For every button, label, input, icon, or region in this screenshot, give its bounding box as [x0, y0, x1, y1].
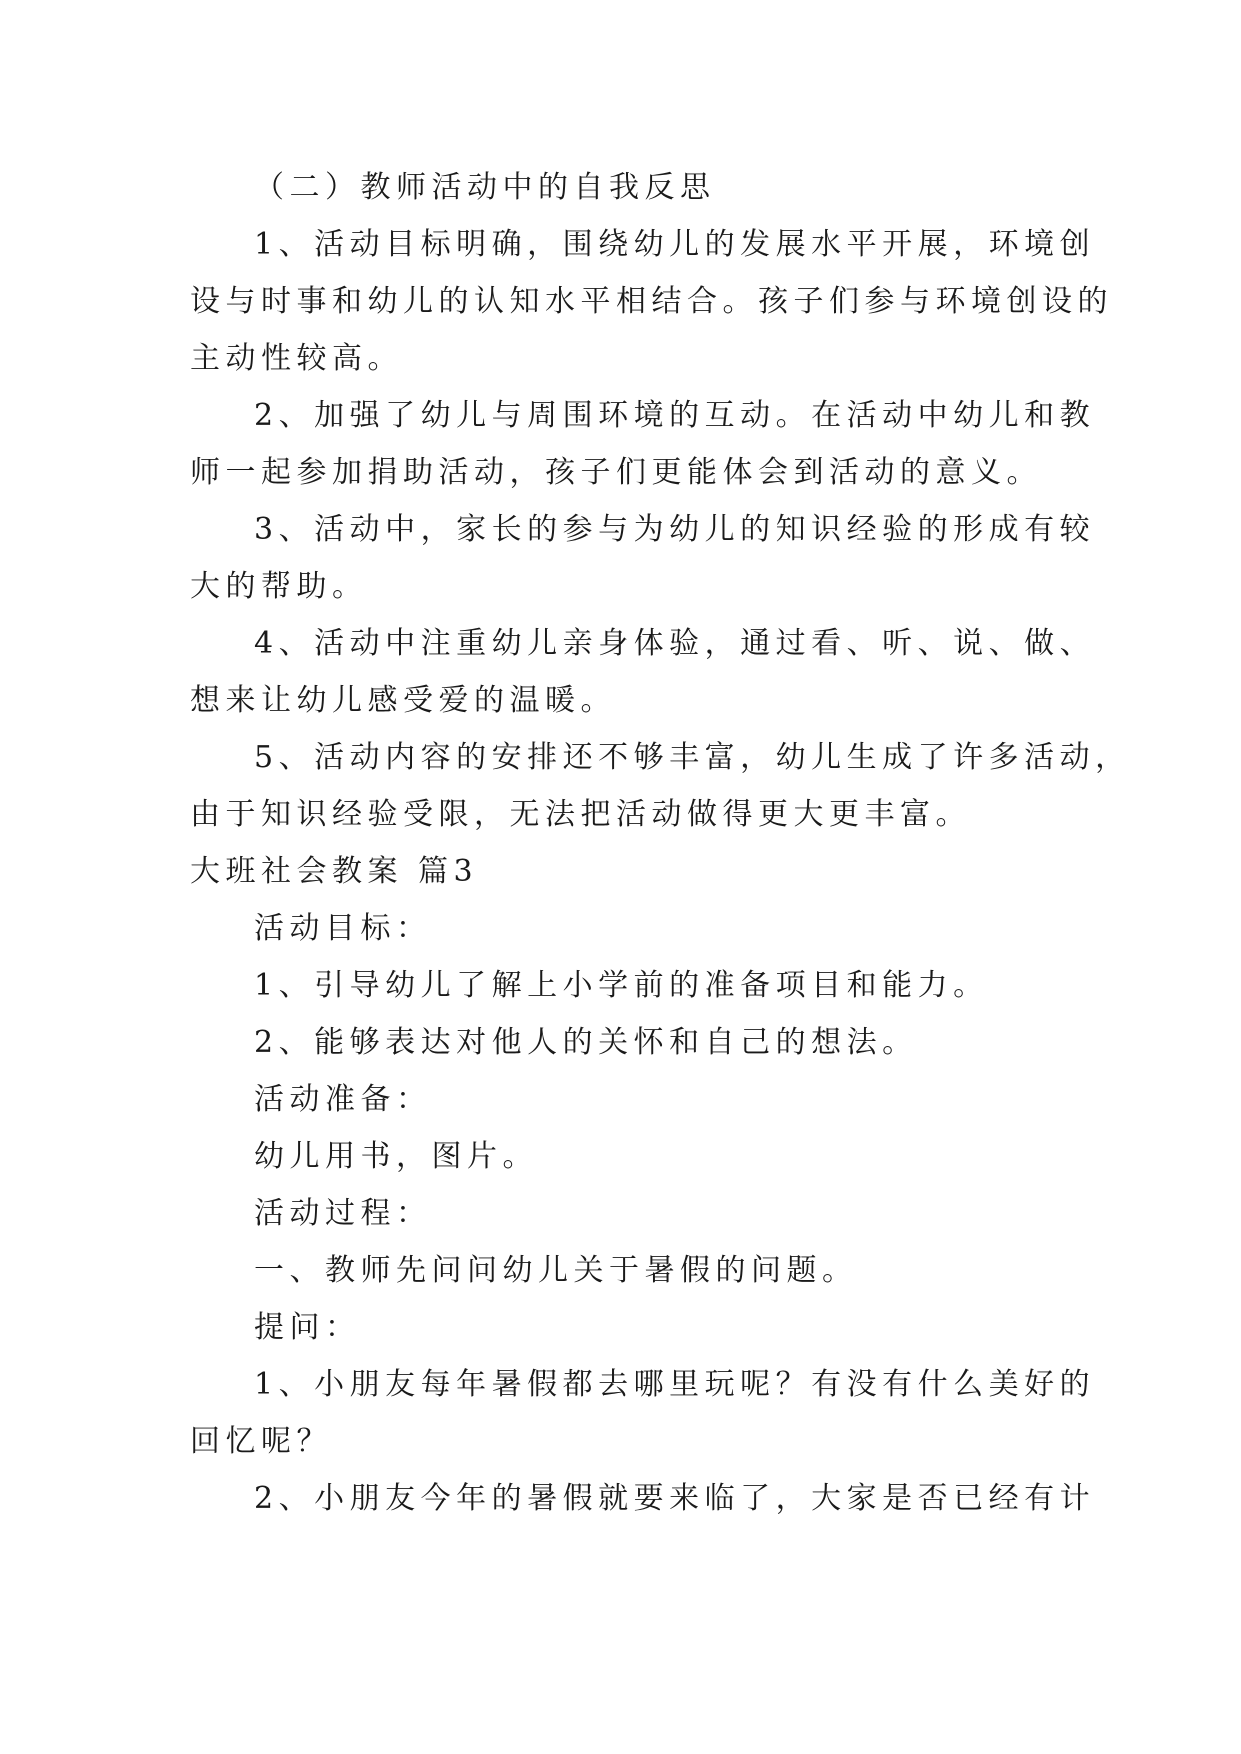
paragraph-line: 想来让幼儿感受爱的温暖。 [190, 683, 616, 718]
subheading: 活动过程： [254, 1196, 432, 1231]
section-title: 大班社会教案 篇3 [190, 854, 479, 889]
subheading: 活动准备： [254, 1082, 432, 1117]
paragraph-line: 设与时事和幼儿的认知水平相结合。孩子们参与环境创设的 [190, 284, 1113, 319]
paragraph-line: 主动性较高。 [190, 341, 403, 376]
paragraph-line: 由于知识经验受限，无法把活动做得更大更丰富。 [190, 797, 971, 832]
paragraph-line: 一、教师先问问幼儿关于暑假的问题。 [254, 1253, 858, 1288]
paragraph-line: 4、活动中注重幼儿亲身体验，通过看、听、说、做、 [254, 626, 1096, 661]
section-heading: （二）教师活动中的自我反思 [254, 170, 716, 205]
paragraph-line: 回忆呢？ [190, 1424, 332, 1459]
paragraph-line: 3、活动中，家长的参与为幼儿的知识经验的形成有较 [254, 512, 1096, 547]
paragraph-line: 2、能够表达对他人的关怀和自己的想法。 [254, 1025, 918, 1060]
paragraph-line: 幼儿用书，图片。 [254, 1139, 538, 1174]
paragraph-line: 5、活动内容的安排还不够丰富，幼儿生成了许多活动， [254, 740, 1131, 775]
paragraph-line: 1、引导幼儿了解上小学前的准备项目和能力。 [254, 968, 989, 1003]
subheading: 提问： [254, 1310, 361, 1345]
paragraph-line: 2、小朋友今年的暑假就要来临了，大家是否已经有计 [254, 1481, 1096, 1516]
paragraph-line: 师一起参加捐助活动，孩子们更能体会到活动的意义。 [190, 455, 1042, 490]
paragraph-line: 2、加强了幼儿与周围环境的互动。在活动中幼儿和教 [254, 398, 1096, 433]
paragraph-line: 大的帮助。 [190, 569, 368, 604]
paragraph-line: 1、小朋友每年暑假都去哪里玩呢？有没有什么美好的 [254, 1367, 1096, 1402]
paragraph-line: 1、活动目标明确，围绕幼儿的发展水平开展，环境创 [254, 227, 1096, 262]
subheading: 活动目标： [254, 911, 432, 946]
